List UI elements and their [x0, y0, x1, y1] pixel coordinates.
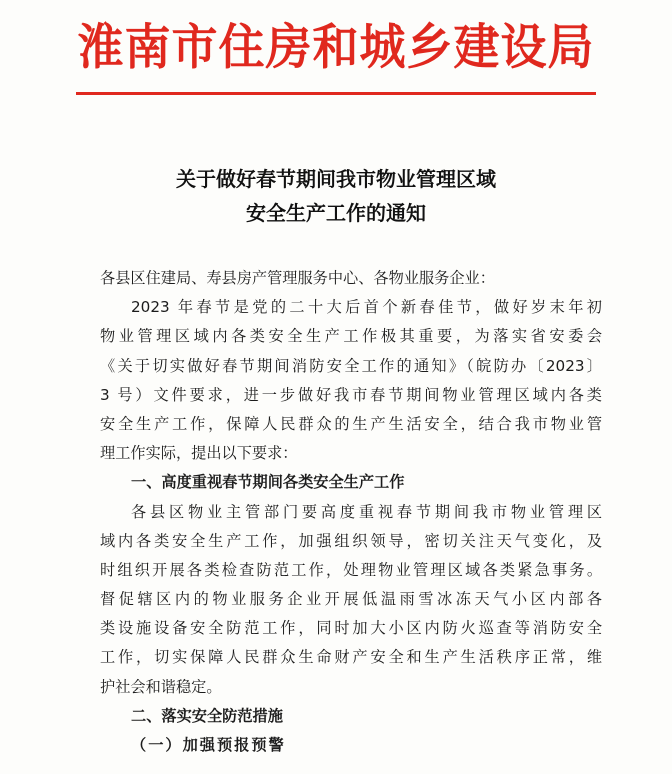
- section-1-line: 督促辖区内的物业服务企业开展低温雨雪冰冻天气小区内部各: [100, 590, 602, 609]
- section-1-line: 护社会和谐稳定。: [100, 677, 222, 696]
- section-2-heading: 二、落实安全防范措施: [131, 706, 283, 725]
- subsection-1-heading: （一）加强预报预警: [131, 736, 286, 754]
- section-1-heading: 一、高度重视春节期间各类安全生产工作: [131, 473, 405, 492]
- section-1-line: 时组织开展各类检查防范工作，处理物业管理区域各类紧急事务。: [100, 560, 602, 579]
- intro-line: 物业管理区域内各类安全生产工作极其重要，为落实省安委会: [100, 327, 602, 346]
- title-line-2: 安全生产工作的通知: [246, 201, 426, 225]
- intro-line: 2023 年春节是党的二十大后首个新春佳节，做好岁末年初: [131, 298, 602, 317]
- section-1-line: 类设施设备安全防范工作，同时加大小区内防火巡查等消防安全: [100, 619, 602, 638]
- agency-letterhead: 淮南市住房和城乡建设局: [77, 18, 595, 76]
- intro-line: 3 号）文件要求，进一步做好我市春节期间物业管理区域内各类: [100, 385, 602, 404]
- document-body: [100, 264, 602, 760]
- title-line-1: 关于做好春节期间我市物业管理区域: [176, 167, 496, 191]
- section-1-line: 各县区物业主管部门要高度重视春节期间我市物业管理区: [131, 502, 602, 521]
- letterhead-rule: [76, 92, 596, 95]
- document-title: [60, 162, 612, 230]
- intro-line: 安全生产工作，保障人民群众的生产生活安全，结合我市物业管: [100, 414, 602, 433]
- intro-line: 《关于切实做好春节期间消防安全工作的通知》（皖防办〔2023〕: [100, 356, 602, 375]
- recipients-line: 各县区住建局、寿县房产管理服务中心、各物业服务企业：: [100, 269, 495, 287]
- intro-line: 理工作实际，提出以下要求：: [100, 444, 298, 463]
- section-1-line: 域内各类安全生产工作，加强组织领导，密切关注天气变化，及: [100, 531, 602, 550]
- section-1-line: 工作，切实保障人民群众生命财产安全和生产生活秩序正常，维: [100, 648, 602, 667]
